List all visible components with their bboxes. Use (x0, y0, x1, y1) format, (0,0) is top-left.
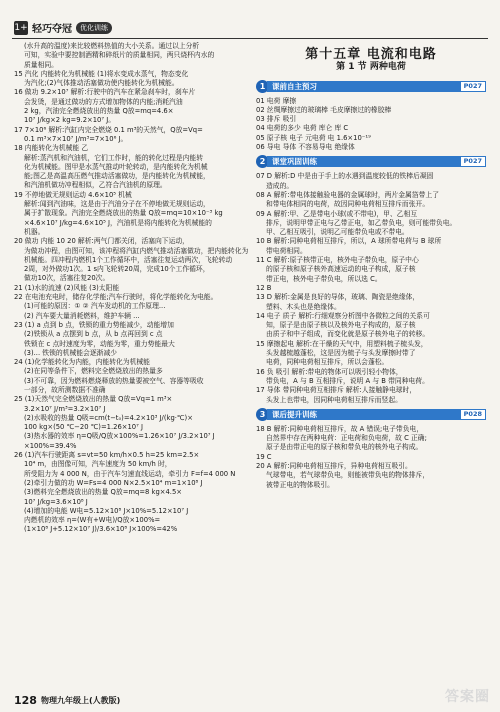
section-number-badge: 3 (256, 408, 269, 421)
answer-line: 26 (1)汽车行驶距离 s=vt=50 km/h×0.5 h=25 km=2.5× (14, 451, 200, 460)
answer-line: 可知，实验中要控制酒精和碎纸片的质量相同，两只烧杯内水的 (24, 51, 215, 60)
watermark-logo: 答案圈 (445, 689, 490, 705)
answer-line: 机器。 (24, 227, 45, 236)
answer-line: 的原子核和原子核外高速运动的电子构成，原子核 (266, 265, 416, 274)
answer-line: 解析:闻到汽油味，这是由于汽油分子在不停地做无规则运动， (24, 200, 210, 209)
answer-line: 16 负 吸引 解析:带电的物体可以吸引轻小物体， (256, 367, 403, 376)
answer-line: 头发上也带电，因同种电荷相互排斥而竖起。 (266, 395, 402, 404)
answer-line: 14 电子 质子 解析:行细观察分析图中各微粒之间的关系可 (256, 311, 430, 320)
answer-line: 造成的。 (266, 181, 294, 190)
answer-line: 带正电，核外电子带负电，所以选 C。 (266, 274, 382, 283)
answer-line: 23 (1) a 点到 b 点，铁锁的重力势能减少，动能增加 (14, 320, 174, 329)
answer-column-right (256, 42, 486, 490)
answer-line: 解析:蒸汽机和汽油机，它们工作时，能的转化过程是内能转 (24, 153, 204, 162)
section-heading: 课堂巩固训练 (267, 156, 460, 167)
answer-line: 由质子和中子组成，而变化就是原子核外电子的转移。 (266, 330, 430, 339)
logo-icon: 1+ (14, 22, 28, 33)
section-title: 第 1 节 两种电荷 (336, 62, 406, 73)
answer-line: (3)热水器的效率 η=Q吸/Q放×100%=1.26×10⁷ J/3.2×10⁷ J (24, 432, 215, 441)
answer-line: (2)在同等条件下，燃料完全燃烧放出的热量多 (24, 367, 163, 376)
answer-line: 2周，对外做功1次。1 s内飞轮转20周，完成10个工作循环， (24, 265, 210, 274)
answer-line: 16 做功 9.2×10⁷ 解析:行驶中的汽车在紧急刹车时，刹车片 (14, 88, 196, 97)
answer-line: 和汽油机做功冲程相似，乙符合汽油机的原理。 (24, 181, 167, 190)
answer-line: 为做功冲程，由图可知，该冲程将汽缸内燃气推动活塞做功，把内能转化为 (24, 246, 249, 255)
answer-line: 12 B (256, 283, 272, 292)
answer-line: 03 排斥 吸引 (256, 115, 297, 124)
answer-line: 20 A 解析:同种电荷相互排斥，异种电荷相互吸引。 (256, 461, 412, 470)
answer-line: 2 kg，汽油完全燃烧放出的热量 Q放=mq=4.6× (24, 107, 174, 116)
answer-line: (2)牵引力做的功 W=Fs=4 000 N×2.5×10⁴ m=1×10⁸ J (24, 478, 203, 487)
answer-line: 原子是由带正电的原子核和带负电的核外电子构成。 (266, 443, 423, 452)
answer-line: (2) 汽车要大量消耗燃料，维护车辆 ... (24, 311, 140, 320)
section-page-ref: P028 (460, 409, 486, 420)
answer-line: 20 做功 内能 10 20 解析:两气门都关闭，活塞向下运动， (14, 237, 189, 246)
answer-line: 15 摩擦起电 解析:在干燥的天气中，用塑料梳子梳头发， (256, 339, 428, 348)
answer-line: (3)燃料完全燃烧放出的热量 Q放=mq=8 kg×4.5× (24, 488, 182, 497)
logo-text: 轻巧夺冠 (32, 24, 72, 35)
answer-line: (2)水吸收的热量 Q吸=cm(t−t₀)=4.2×10³ J/(kg·℃)× (24, 413, 193, 422)
answer-line: 铁锁在 c 点时速度为零，动能为零，重力势能最大 (24, 339, 175, 348)
answer-line: 10⁴ m，由图像可知，汽车速度为 50 km/h 时， (24, 460, 172, 469)
section-bar (256, 408, 486, 421)
answer-line: 100 kg×(50 ℃−20 ℃)=1.26×10⁷ J (24, 423, 144, 432)
answer-line: 10⁷ J/kg=3.6×10⁸ J (24, 497, 88, 506)
answer-line: 13 D 解析:金属是良好的导体，玻璃、陶瓷是绝缘体， (256, 293, 420, 302)
answer-line: ×100%=39.4% (24, 441, 77, 450)
answer-column-left (14, 42, 250, 535)
answer-line: 内燃机的效率 η=(W有+W电)/Q放×100%= (24, 516, 161, 525)
page-footer (14, 694, 120, 707)
answer-line: 自然界中存在两种电荷：正电荷和负电荷，故 C 正确; (266, 434, 427, 443)
logo-badge: 优化训练 (76, 22, 112, 34)
answer-line: 为汽化;(2)气体推动活塞做功使内能转化为机械能。 (24, 79, 179, 88)
answer-line: 甲、乙相互吸引，说明乙可能带负电或不带电。 (266, 228, 409, 237)
answer-line: 电荷，同种电荷相互排斥，所以会蓬松。 (266, 358, 389, 367)
section-heading: 课前自主预习 (267, 81, 460, 92)
answer-line: 带电荷相同。 (266, 246, 307, 255)
section-bar (256, 80, 486, 93)
section-bar (256, 155, 486, 168)
section-heading: 课后提升训练 (267, 409, 460, 420)
header-divider (12, 38, 488, 39)
answer-line: 能;图乙是高温高压燃气推动活塞做功，是内能转化为机械能， (24, 172, 210, 181)
section-page-ref: P027 (460, 156, 486, 167)
answer-line: 22 在电池充电时，储存化学能;汽车行驶时，将化学能转化为电能。 (14, 293, 218, 302)
answer-line: 09 A 解析:甲、乙是带电小球(或不带电)，甲、乙相互 (256, 209, 418, 218)
answer-line: 知，原子是由原子核以及核外电子构成的，原子核 (266, 321, 416, 330)
answer-line: 一部分，故所测数据不准确 (24, 385, 106, 394)
chapter-title: 第十五章 电流和电路 (305, 47, 437, 62)
answer-line: 11 C 解析:原子核带正电，核外电子带负电，原子中心 (256, 256, 419, 265)
answer-line: 18 B 解析:同种电荷相互排斥，故 A 错误;电子带负电， (256, 424, 424, 433)
answer-line: 气球带电，若气球带负电，则能被带负电的物体排斥， (266, 471, 430, 480)
answer-line: 所受阻力为 4 000 N，由于汽车匀速直线运动，牵引力 F=f=4 000 N (24, 469, 236, 478)
answer-line: (3)... 铁锁的机械能会逐渐减少 (24, 348, 118, 357)
page-header (0, 0, 500, 38)
brand-logo (14, 20, 112, 35)
answer-line: 21 (1)水的流速 (2)风能 (3)太阳能 (14, 283, 120, 292)
answer-line: 06 导电 导体 不容易导电 绝缘体 (256, 143, 355, 152)
answer-line: 属于扩散现象。汽油完全燃烧放出的热量 Q放=mq=10×10⁻³ kg (24, 209, 223, 218)
answer-line: 10⁷ J/kg×2 kg=9.2×10⁷ J。 (24, 116, 116, 125)
answer-line: 排斥，说明甲带正电与乙带正电，如乙带负电，则可能带负电。 (266, 218, 457, 227)
answer-line: 15 汽化 内能转化为机械能 (1)将水变成水蒸气，物态变化 (14, 69, 189, 78)
answer-line: 05 原子核 电子 元电荷 电 1.6×10⁻¹⁹ (256, 133, 371, 142)
book-title: 物理九年级上(人教版) (40, 696, 121, 705)
answer-line: 19 不停地做无规则运动 4.6×10⁵ 机械 (14, 190, 132, 199)
answer-line: 0.1 m³×7×10⁷ J/m³=7×10⁶ J。 (24, 134, 128, 143)
section-number-badge: 1 (256, 80, 269, 93)
answer-line: 被带正电的物体吸引。 (266, 480, 334, 489)
answer-line: 10 B 解析:同种电荷相互排斥，所以，A 球所带电荷与 B 球所 (256, 237, 442, 246)
answer-line: 02 丝绸摩擦过的玻璃棒 毛皮摩擦过的橡胶棒 (256, 105, 392, 114)
answer-line: 07 D 解析:D 中是由于手上的水遇到温度较低的铁棒后凝固 (256, 172, 434, 181)
page-number: 128 (14, 694, 37, 707)
answer-line: (水升高的温度)来比较燃料热值的大小关系。通过以上分析 (24, 42, 200, 50)
answer-line: 17 7×10⁶ 解析:汽缸内完全燃烧 0.1 m³的天然气，Q放=Vq= (14, 125, 203, 134)
section-number-badge: 2 (256, 155, 269, 168)
answer-line: 头发越梳越蓬松，这是因为梳子与头发摩擦时带了 (266, 349, 416, 358)
answer-line: 08 A 解析:带电体接触验电器的金属球时，两片金属箔带上了 (256, 190, 440, 199)
answer-line: 做功10次，活塞往复20次。 (24, 274, 110, 283)
answer-line: 机械能。四冲程内燃机1个工作循环中，活塞往复运动两次，飞轮转动 (24, 255, 233, 264)
answer-line: 会发烫，是通过做功的方式增加物体的内能;消耗汽油 (24, 97, 183, 106)
answer-line: (1×10⁸ J+5.12×10⁷ J)/3.6×10⁸ J×100%=42% (24, 525, 178, 534)
answer-line: (4)增加的电能 W电=5.12×10⁸ J×10%=5.12×10⁷ J (24, 506, 189, 515)
answer-line: 17 导体 带同种电荷互相排斥 解析:人接触静电球时， (256, 386, 417, 395)
exercise-sections (256, 80, 486, 490)
answer-line: ×4.6×10⁷ J/kg=4.6×10⁵ J，汽油机是将内能转化为机械能的 (24, 218, 212, 227)
answer-line: 04 电荷的多少 电荷 库仑 库 C (256, 124, 349, 133)
answer-line: (1)可能的原因：① ② 汽车发动机的工作原理... (24, 302, 166, 311)
section-page-ref: P027 (460, 81, 486, 92)
answer-line: (2)铁锁从 a 点摆到 b 点，从 b 点再回到 c 点 (24, 330, 163, 339)
answer-line: 19 C (256, 452, 272, 461)
answer-line: (3)不可靠，因为燃料燃烧释放的热量要被空气、容器等吸收 (24, 376, 204, 385)
answer-line: 24 (1)化学能转化为内能，内能转化为机械能 (14, 358, 150, 367)
answer-line: 18 内能转化为机械能 乙 (14, 144, 89, 153)
answer-line: 3.2×10⁷ J/m³=3.2×10⁷ J (24, 404, 106, 413)
answer-line: 01 电荷 摩擦 (256, 96, 297, 105)
answer-line: 25 (1)天然气完全燃烧放出的热量 Q放=Vq=1 m³× (14, 395, 173, 404)
answer-line: 塑料、木头也是绝缘体。 (266, 302, 341, 311)
answer-line: 化为机械能。图甲是水蒸气推动叶轮转动，是内能转化为机械 (24, 162, 208, 171)
answer-line: 质量相同。 (24, 60, 58, 69)
answer-line: 带负电，A 与 B 互相排斥，说明 A 与 B 带同种电荷。 (266, 376, 429, 385)
answer-line: 和带电体相同的电荷，故因同种电荷相互排斥而张开。 (266, 200, 430, 209)
